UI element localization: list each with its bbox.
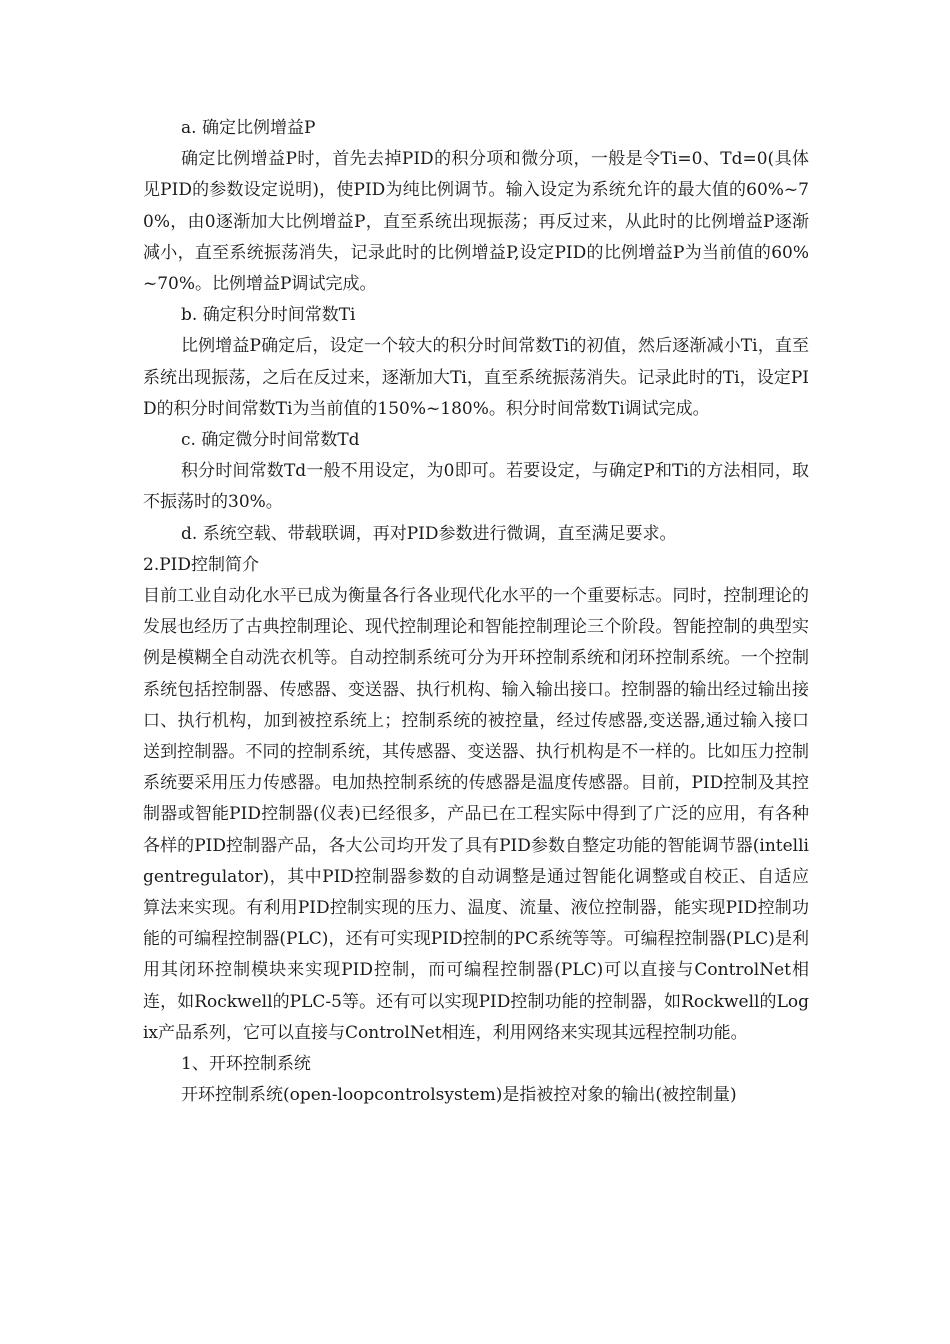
document-body — [143, 113, 809, 1112]
step-b-heading: b. 确定积分时间常数Ti — [181, 305, 356, 326]
subsection-1-paragraph: 开环控制系统(open-loopcontrolsystem)是指被控对象的输出(被控制量) — [181, 1085, 737, 1106]
section-2-paragraph: 目前工业自动化水平已成为衡量各行各业现代化水平的一个重要标志。同时，控制理论的发展也经历了古典控制理论、现代控制理论和智能控制理论三个阶段。智能控制的典型实例是模糊全自动洗衣机等。自动控制系统可分为开环控制系统和闭环控制系统。一个控制系统包括控制器、传感器、变送器、执行机构、输入输出接口。控制器的输出经过输出接口、执行机构，加到被控系统上；控制系统的被控量，经过传感器,变送器,通过输入接口送到控制器。不同的控制系统，其传感器、变送器、执行机构是不一样的。比如压力控制系统要采用压力传感器。电加热控制系统的传感器是温度传感器。目前，PID控制及其控制器或智能PID控制器(仪表)已经很多，产品已在工程实际中得到了广泛的应用，有各种各样的PID控制器产品，各大公司均开发了具有PID参数自整定功能的智能调节器(intelligentregulator)，其中PID控制器参数的自动调整是通过智能化调整或自校正、自适应算法来实现。有利用PID控制实现的压力、温度、流量、液位控制器，能实现PID控制功能的可编程控制器(PLC)，还有可实现PID控制的PC系统等等。可编程控制器(PLC)是利用其闭环控制模块来实现PID控制，而可编程控制器(PLC)可以直接与ControlNet相连，如Rockwell的PLC-5等。还有可以实现PID控制功能的控制器，如Rockwell的Logix产品系列，它可以直接与ControlNet相连，利用网络来实现其远程控制功能。 — [143, 586, 809, 1043]
step-a-heading: a. 确定比例增益P — [181, 118, 316, 138]
step-d-paragraph: d. 系统空载、带载联调，再对PID参数进行微调，直至满足要求。 — [181, 523, 677, 544]
section-2-heading: 2.PID控制简介 — [143, 554, 260, 575]
step-b-paragraph: 比例增益P确定后，设定一个较大的积分时间常数Ti的初值，然后逐渐减小Ti，直至系统出现振荡，之后在反过来，逐渐加大Ti，直至系统振荡消失。记录此时的Ti，设定PID的积分时间常数Ti为当前值的150%~180%。积分时间常数Ti调试完成。 — [143, 336, 809, 419]
step-a-paragraph: 确定比例增益P时，首先去掉PID的积分项和微分项，一般是令Ti=0、Td=0(具体见PID的参数设定说明)，使PID为纯比例调节。输入设定为系统允许的最大值的60%~70%，由0逐渐加大比例增益P，直至系统出现振荡；再反过来，从此时的比例增益P逐渐减小，直至系统振荡消失，记录此时的比例增益P,设定PID的比例增益P为当前值的60%~70%。比例增益P调试完成。 — [143, 149, 809, 295]
step-c-paragraph: 积分时间常数Td一般不用设定，为0即可。若要设定，与确定P和Ti的方法相同，取不振荡时的30%。 — [143, 461, 809, 513]
subsection-1-heading: 1、开环控制系统 — [181, 1054, 311, 1075]
step-c-heading: c. 确定微分时间常数Td — [181, 430, 360, 451]
